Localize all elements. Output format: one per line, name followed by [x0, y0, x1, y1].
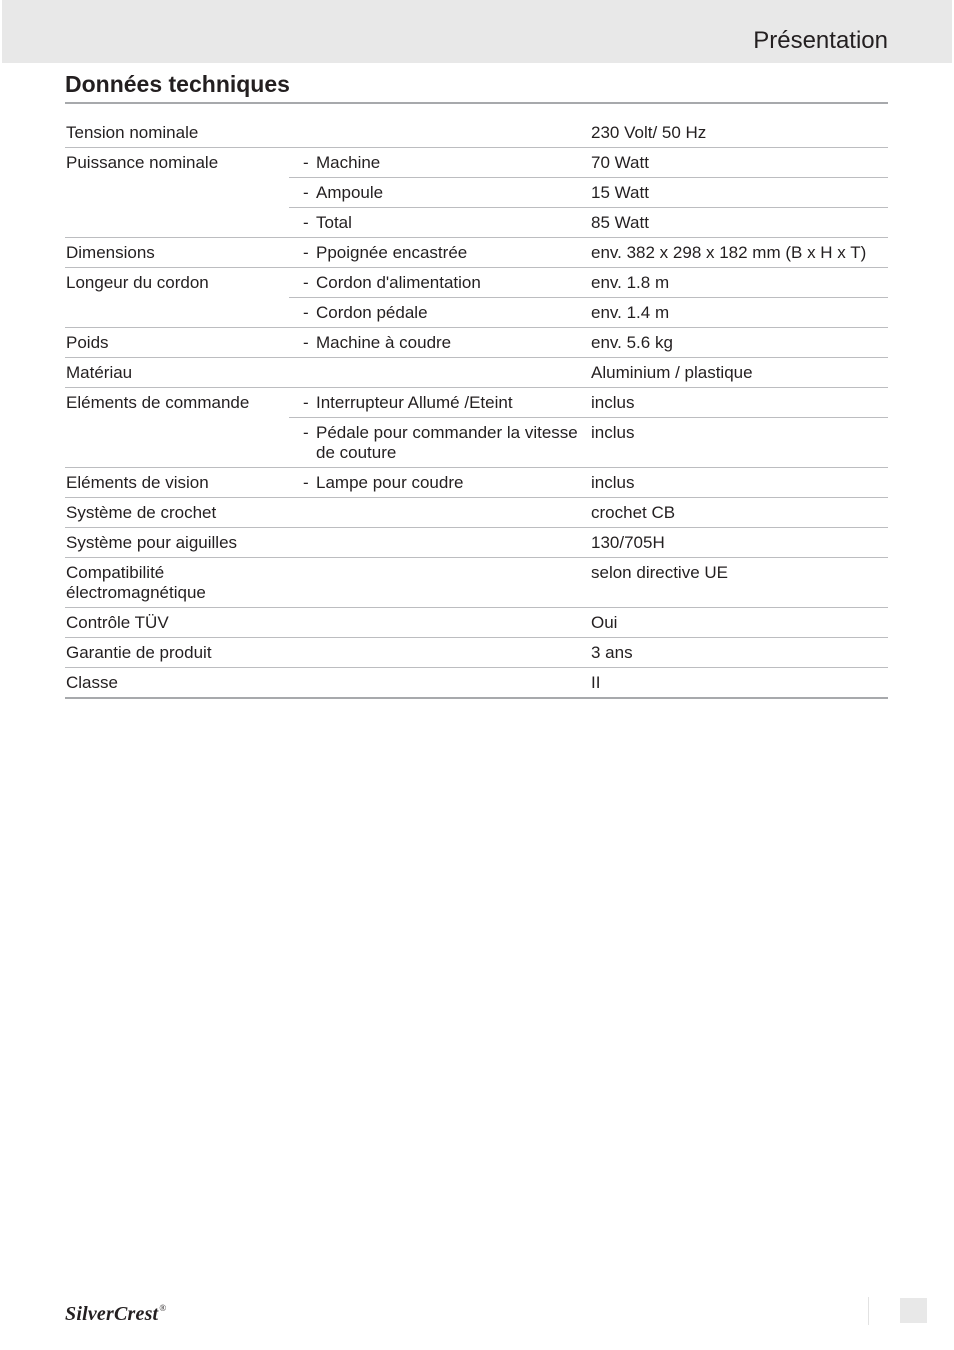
spec-row [65, 388, 888, 418]
spec-row [65, 558, 888, 608]
spec-row [65, 638, 888, 668]
spec-detail-dash: - [303, 393, 309, 412]
page-heading: Données techniques [65, 71, 290, 97]
spec-value: 130/705H [591, 528, 888, 558]
spec-label [65, 208, 289, 238]
spec-detail-cell [289, 668, 591, 699]
spec-row [65, 468, 888, 498]
spec-detail-text: Machine [316, 153, 381, 172]
spec-detail [289, 423, 591, 463]
spec-label: Garantie de produit [65, 638, 289, 668]
spec-row [65, 528, 888, 558]
spec-row [65, 298, 888, 328]
spec-label: Système de crochet [65, 498, 289, 528]
spec-detail [289, 333, 591, 353]
spec-value: 3 ans [591, 638, 888, 668]
spec-detail-cell [289, 418, 591, 468]
spec-detail-cell [289, 468, 591, 498]
spec-detail [289, 153, 591, 173]
spec-row [65, 268, 888, 298]
spec-row [65, 328, 888, 358]
spec-detail-text: Cordon pédale [316, 303, 428, 322]
spec-detail-cell [289, 178, 591, 208]
spec-detail-cell [289, 498, 591, 528]
page-number-divider [868, 1297, 869, 1325]
spec-label: Eléments de commande [66, 393, 250, 412]
spec-detail-cell [289, 238, 591, 268]
spec-value: 15 Watt [591, 178, 888, 208]
spec-detail-cell [289, 208, 591, 238]
spec-row [65, 498, 888, 528]
spec-detail-text: Ppoignée encastrée [316, 243, 468, 262]
spec-detail-dash: - [303, 183, 309, 202]
spec-detail [289, 393, 591, 413]
spec-detail [289, 473, 591, 493]
spec-label: Compatibilité électromagnétique [65, 558, 289, 608]
spec-value: selon directive UE [591, 558, 888, 608]
spec-value: env. 382 x 298 x 182 mm (B x H x T) [591, 238, 888, 268]
spec-label: Poids [65, 328, 289, 358]
spec-detail-text: Machine à coudre [316, 333, 452, 352]
spec-label: Puissance nominale [66, 153, 219, 172]
spec-detail-dash: - [303, 213, 309, 232]
spec-row [65, 148, 888, 178]
spec-detail-cell [289, 608, 591, 638]
technical-data-table [65, 118, 888, 699]
spec-row [65, 668, 888, 699]
spec-detail-text: Pédale pour commander la vitesse de couture [316, 423, 578, 462]
spec-value: 230 Volt/ 50 Hz [591, 118, 888, 148]
spec-detail-cell [289, 528, 591, 558]
spec-detail-cell [289, 118, 591, 148]
spec-detail-text: Interrupteur Allumé /Eteint [316, 393, 513, 412]
spec-value: inclus [591, 468, 888, 498]
spec-label [65, 298, 289, 328]
spec-value: env. 1.4 m [591, 298, 888, 328]
spec-detail-dash: - [303, 333, 309, 352]
spec-detail [289, 213, 591, 233]
spec-detail-cell [289, 148, 591, 178]
spec-value: II [591, 668, 888, 699]
spec-detail-dash: - [303, 243, 309, 262]
spec-label: Dimensions [65, 238, 289, 268]
spec-label: Tension nominale [65, 118, 289, 148]
spec-row [65, 358, 888, 388]
heading-divider [65, 102, 888, 104]
spec-detail-text: Cordon d'alimentation [316, 273, 481, 292]
spec-detail-dash: - [303, 303, 309, 322]
spec-detail [289, 183, 591, 203]
spec-detail-cell [289, 328, 591, 358]
spec-label: Classe [65, 668, 289, 699]
registered-mark: ® [159, 1303, 167, 1313]
spec-row [65, 118, 888, 148]
spec-label: Longeur du cordon [66, 273, 209, 292]
spec-detail-cell [289, 358, 591, 388]
spec-detail-cell [289, 298, 591, 328]
spec-value: 85 Watt [591, 208, 888, 238]
spec-detail [289, 273, 591, 293]
spec-detail-dash: - [303, 423, 309, 442]
spec-detail [289, 303, 591, 323]
spec-row [65, 418, 888, 468]
spec-detail-dash: - [303, 153, 309, 172]
spec-value: 70 Watt [591, 148, 888, 178]
spec-label: Contrôle TÜV [65, 608, 289, 638]
spec-value: env. 1.8 m [591, 268, 888, 298]
spec-detail-text: Lampe pour coudre [316, 473, 464, 492]
spec-detail-dash: - [303, 473, 309, 492]
spec-row [65, 238, 888, 268]
spec-detail-cell [289, 388, 591, 418]
spec-detail-cell [289, 268, 591, 298]
spec-detail-dash: - [303, 273, 309, 292]
spec-detail-cell [289, 638, 591, 668]
spec-label: Eléments de vision [65, 468, 289, 498]
spec-value: crochet CB [591, 498, 888, 528]
brand-name: SilverCrest [65, 1303, 159, 1325]
spec-row [65, 208, 888, 238]
brand-logo [65, 1303, 166, 1326]
spec-detail-text: Total [316, 213, 352, 232]
spec-value: inclus [591, 388, 888, 418]
section-label: Présentation [753, 27, 888, 54]
spec-row [65, 608, 888, 638]
spec-label: Matériau [65, 358, 289, 388]
page-number-box [900, 1298, 927, 1323]
spec-detail-cell [289, 558, 591, 608]
spec-value: Oui [591, 608, 888, 638]
spec-value: inclus [591, 418, 888, 468]
spec-label [65, 418, 289, 468]
spec-value: Aluminium / plastique [591, 358, 888, 388]
spec-value: env. 5.6 kg [591, 328, 888, 358]
spec-label: Système pour aiguilles [65, 528, 289, 558]
spec-row [65, 178, 888, 208]
spec-detail [289, 243, 591, 263]
spec-label [65, 178, 289, 208]
spec-detail-text: Ampoule [316, 183, 384, 202]
